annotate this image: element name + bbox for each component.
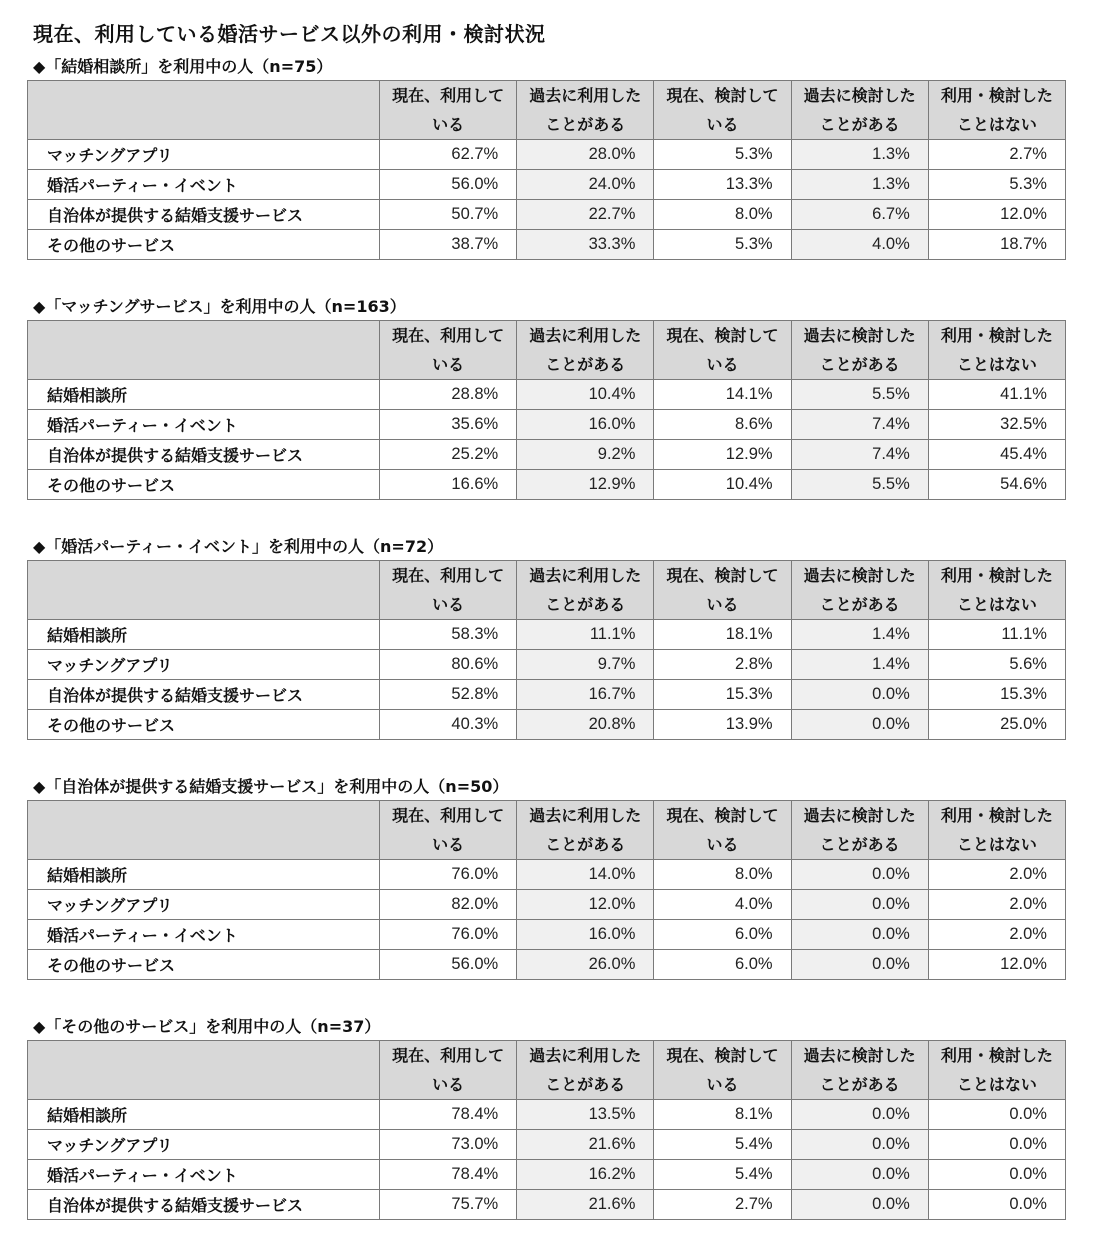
value-cell: 5.4% <box>654 1130 791 1160</box>
data-table <box>27 800 1066 980</box>
column-header-line: ことがある <box>545 835 626 854</box>
value-cell: 0.0% <box>928 1130 1065 1160</box>
table-header-row <box>28 81 1066 140</box>
column-header <box>380 1041 517 1100</box>
table-row <box>28 170 1066 200</box>
value-cell: 0.0% <box>791 860 928 890</box>
header-blank-cell <box>28 561 380 620</box>
column-header-line: いる <box>706 1075 739 1094</box>
column-header-line: いる <box>706 115 739 134</box>
value-cell: 6.0% <box>654 920 791 950</box>
column-header-line: 利用・検討した <box>940 806 1053 825</box>
column-header-line: いる <box>432 835 465 854</box>
value-cell: 16.2% <box>517 1160 654 1190</box>
row-label: 結婚相談所 <box>28 380 380 410</box>
value-cell: 16.7% <box>517 680 654 710</box>
column-header <box>928 1041 1065 1100</box>
column-header <box>380 321 517 380</box>
table-header-row <box>28 561 1066 620</box>
value-cell: 10.4% <box>517 380 654 410</box>
column-header-line: 現在、利用して <box>392 326 505 345</box>
table-row <box>28 710 1066 740</box>
column-header-line: 過去に利用した <box>529 86 642 105</box>
column-header <box>791 81 928 140</box>
value-cell: 54.6% <box>928 470 1065 500</box>
header-blank-cell <box>28 801 380 860</box>
table-header-row <box>28 1041 1066 1100</box>
value-cell: 1.3% <box>791 170 928 200</box>
table-row <box>28 950 1066 980</box>
value-cell: 14.0% <box>517 860 654 890</box>
column-header-line: いる <box>432 1075 465 1094</box>
value-cell: 5.3% <box>654 230 791 260</box>
value-cell: 11.1% <box>928 620 1065 650</box>
value-cell: 10.4% <box>654 470 791 500</box>
section-heading: ◆「その他のサービス」を利用中の人（n=37） <box>33 1017 381 1036</box>
table-row <box>28 230 1066 260</box>
value-cell: 12.0% <box>517 890 654 920</box>
value-cell: 6.7% <box>791 200 928 230</box>
value-cell: 1.3% <box>791 140 928 170</box>
column-header <box>928 801 1065 860</box>
data-table <box>27 320 1066 500</box>
table-row <box>28 650 1066 680</box>
column-header-line: 過去に利用した <box>529 1046 642 1065</box>
column-header-line: ことがある <box>819 835 900 854</box>
value-cell: 5.5% <box>791 380 928 410</box>
survey-section-2 <box>27 295 1065 500</box>
row-label: その他のサービス <box>28 230 380 260</box>
column-header-line: いる <box>706 595 739 614</box>
row-label: 自治体が提供する結婚支援サービス <box>28 680 380 710</box>
row-label: マッチングアプリ <box>28 650 380 680</box>
value-cell: 16.6% <box>380 470 517 500</box>
value-cell: 0.0% <box>791 1190 928 1220</box>
column-header <box>654 1041 791 1100</box>
value-cell: 8.1% <box>654 1100 791 1130</box>
value-cell: 5.4% <box>654 1160 791 1190</box>
value-cell: 82.0% <box>380 890 517 920</box>
column-header-line: 現在、利用して <box>392 86 505 105</box>
value-cell: 62.7% <box>380 140 517 170</box>
value-cell: 58.3% <box>380 620 517 650</box>
value-cell: 13.3% <box>654 170 791 200</box>
survey-section-5 <box>27 1015 1065 1220</box>
table-row <box>28 680 1066 710</box>
column-header-line: 現在、検討して <box>666 566 779 585</box>
value-cell: 33.3% <box>517 230 654 260</box>
value-cell: 52.8% <box>380 680 517 710</box>
row-label: その他のサービス <box>28 710 380 740</box>
value-cell: 0.0% <box>791 1100 928 1130</box>
value-cell: 18.1% <box>654 620 791 650</box>
column-header <box>380 561 517 620</box>
value-cell: 0.0% <box>791 950 928 980</box>
value-cell: 80.6% <box>380 650 517 680</box>
column-header-line: 現在、利用して <box>392 1046 505 1065</box>
value-cell: 14.1% <box>654 380 791 410</box>
value-cell: 4.0% <box>654 890 791 920</box>
column-header-line: ことはない <box>956 1075 1037 1094</box>
column-header-line: ことはない <box>956 355 1037 374</box>
column-header-line: 現在、検討して <box>666 806 779 825</box>
column-header <box>517 801 654 860</box>
column-header-line: 利用・検討した <box>940 1046 1053 1065</box>
value-cell: 28.8% <box>380 380 517 410</box>
value-cell: 12.9% <box>654 440 791 470</box>
value-cell: 20.8% <box>517 710 654 740</box>
table-row <box>28 380 1066 410</box>
column-header-line: 利用・検討した <box>940 326 1053 345</box>
row-label: マッチングアプリ <box>28 890 380 920</box>
value-cell: 2.0% <box>928 920 1065 950</box>
value-cell: 12.0% <box>928 950 1065 980</box>
column-header-line: ことがある <box>819 1075 900 1094</box>
table-row <box>28 860 1066 890</box>
row-label: その他のサービス <box>28 950 380 980</box>
row-label: その他のサービス <box>28 470 380 500</box>
column-header <box>791 561 928 620</box>
table-row <box>28 1100 1066 1130</box>
section-heading: ◆「マッチングサービス」を利用中の人（n=163） <box>33 297 406 316</box>
value-cell: 0.0% <box>928 1100 1065 1130</box>
column-header-line: 現在、利用して <box>392 566 505 585</box>
row-label: 自治体が提供する結婚支援サービス <box>28 440 380 470</box>
value-cell: 26.0% <box>517 950 654 980</box>
table-row <box>28 1190 1066 1220</box>
table-row <box>28 1160 1066 1190</box>
header-blank-cell <box>28 81 380 140</box>
value-cell: 5.3% <box>928 170 1065 200</box>
value-cell: 38.7% <box>380 230 517 260</box>
value-cell: 11.1% <box>517 620 654 650</box>
value-cell: 2.0% <box>928 860 1065 890</box>
column-header <box>654 801 791 860</box>
column-header <box>517 321 654 380</box>
value-cell: 41.1% <box>928 380 1065 410</box>
value-cell: 75.7% <box>380 1190 517 1220</box>
value-cell: 9.2% <box>517 440 654 470</box>
column-header-line: 利用・検討した <box>940 86 1053 105</box>
data-table <box>27 1040 1066 1220</box>
column-header-line: いる <box>432 115 465 134</box>
value-cell: 45.4% <box>928 440 1065 470</box>
row-label: 婚活パーティー・イベント <box>28 410 380 440</box>
column-header-line: いる <box>706 835 739 854</box>
column-header <box>928 81 1065 140</box>
value-cell: 15.3% <box>928 680 1065 710</box>
header-blank-cell <box>28 1041 380 1100</box>
column-header <box>380 81 517 140</box>
value-cell: 2.0% <box>928 890 1065 920</box>
value-cell: 13.5% <box>517 1100 654 1130</box>
column-header-line: 過去に利用した <box>529 566 642 585</box>
column-header-line: ことがある <box>545 115 626 134</box>
value-cell: 8.0% <box>654 200 791 230</box>
value-cell: 25.2% <box>380 440 517 470</box>
table-row <box>28 620 1066 650</box>
value-cell: 73.0% <box>380 1130 517 1160</box>
column-header-line: ことはない <box>956 835 1037 854</box>
column-header-line: 過去に検討した <box>803 566 916 585</box>
value-cell: 0.0% <box>791 1130 928 1160</box>
column-header-line: ことはない <box>956 595 1037 614</box>
value-cell: 21.6% <box>517 1130 654 1160</box>
value-cell: 28.0% <box>517 140 654 170</box>
row-label: マッチングアプリ <box>28 1130 380 1160</box>
column-header-line: いる <box>706 355 739 374</box>
value-cell: 2.8% <box>654 650 791 680</box>
value-cell: 15.3% <box>654 680 791 710</box>
value-cell: 1.4% <box>791 620 928 650</box>
row-label: 婚活パーティー・イベント <box>28 920 380 950</box>
column-header-line: いる <box>432 595 465 614</box>
section-heading: ◆「自治体が提供する結婚支援サービス」を利用中の人（n=50） <box>33 777 509 796</box>
value-cell: 0.0% <box>928 1190 1065 1220</box>
value-cell: 0.0% <box>791 680 928 710</box>
value-cell: 5.3% <box>654 140 791 170</box>
value-cell: 50.7% <box>380 200 517 230</box>
value-cell: 6.0% <box>654 950 791 980</box>
value-cell: 1.4% <box>791 650 928 680</box>
row-label: マッチングアプリ <box>28 140 380 170</box>
column-header <box>654 561 791 620</box>
value-cell: 7.4% <box>791 440 928 470</box>
value-cell: 4.0% <box>791 230 928 260</box>
column-header-line: ことがある <box>819 115 900 134</box>
value-cell: 13.9% <box>654 710 791 740</box>
column-header-line: ことがある <box>819 355 900 374</box>
value-cell: 32.5% <box>928 410 1065 440</box>
section-heading: ◆「婚活パーティー・イベント」を利用中の人（n=72） <box>33 537 444 556</box>
column-header-line: 過去に利用した <box>529 326 642 345</box>
table-header-row <box>28 801 1066 860</box>
value-cell: 16.0% <box>517 920 654 950</box>
row-label: 婚活パーティー・イベント <box>28 1160 380 1190</box>
value-cell: 0.0% <box>928 1160 1065 1190</box>
table-row <box>28 1130 1066 1160</box>
column-header <box>791 1041 928 1100</box>
column-header-line: 過去に利用した <box>529 806 642 825</box>
value-cell: 0.0% <box>791 1160 928 1190</box>
column-header-line: ことがある <box>545 355 626 374</box>
table-row <box>28 140 1066 170</box>
column-header <box>517 1041 654 1100</box>
column-header <box>928 321 1065 380</box>
column-header <box>791 801 928 860</box>
value-cell: 35.6% <box>380 410 517 440</box>
column-header-line: 利用・検討した <box>940 566 1053 585</box>
column-header-line: ことはない <box>956 115 1037 134</box>
column-header-line: 過去に検討した <box>803 1046 916 1065</box>
value-cell: 8.0% <box>654 860 791 890</box>
data-table <box>27 80 1066 260</box>
row-label: 自治体が提供する結婚支援サービス <box>28 1190 380 1220</box>
value-cell: 56.0% <box>380 950 517 980</box>
table-row <box>28 200 1066 230</box>
survey-section-1 <box>27 55 1065 260</box>
value-cell: 9.7% <box>517 650 654 680</box>
value-cell: 78.4% <box>380 1100 517 1130</box>
table-row <box>28 410 1066 440</box>
column-header-line: 現在、検討して <box>666 326 779 345</box>
table-row <box>28 890 1066 920</box>
column-header-line: 現在、検討して <box>666 86 779 105</box>
value-cell: 2.7% <box>654 1190 791 1220</box>
table-row <box>28 440 1066 470</box>
column-header <box>654 81 791 140</box>
value-cell: 5.5% <box>791 470 928 500</box>
row-label: 結婚相談所 <box>28 620 380 650</box>
column-header-line: ことがある <box>545 1075 626 1094</box>
column-header <box>380 801 517 860</box>
value-cell: 12.0% <box>928 200 1065 230</box>
column-header <box>791 321 928 380</box>
data-table <box>27 560 1066 740</box>
value-cell: 21.6% <box>517 1190 654 1220</box>
section-heading: ◆「結婚相談所」を利用中の人（n=75） <box>33 57 333 76</box>
row-label: 結婚相談所 <box>28 860 380 890</box>
value-cell: 22.7% <box>517 200 654 230</box>
table-header-row <box>28 321 1066 380</box>
row-label: 結婚相談所 <box>28 1100 380 1130</box>
column-header-line: 現在、利用して <box>392 806 505 825</box>
column-header-line: 過去に検討した <box>803 86 916 105</box>
page-title: 現在、利用している婚活サービス以外の利用・検討状況 <box>33 22 546 46</box>
value-cell: 76.0% <box>380 860 517 890</box>
survey-section-4 <box>27 775 1065 980</box>
table-row <box>28 470 1066 500</box>
value-cell: 0.0% <box>791 890 928 920</box>
row-label: 自治体が提供する結婚支援サービス <box>28 200 380 230</box>
table-row <box>28 920 1066 950</box>
column-header-line: ことがある <box>819 595 900 614</box>
column-header-line: ことがある <box>545 595 626 614</box>
column-header <box>517 561 654 620</box>
column-header-line: 過去に検討した <box>803 326 916 345</box>
column-header <box>654 321 791 380</box>
value-cell: 18.7% <box>928 230 1065 260</box>
column-header-line: 過去に検討した <box>803 806 916 825</box>
value-cell: 0.0% <box>791 920 928 950</box>
value-cell: 8.6% <box>654 410 791 440</box>
column-header <box>928 561 1065 620</box>
value-cell: 7.4% <box>791 410 928 440</box>
value-cell: 16.0% <box>517 410 654 440</box>
header-blank-cell <box>28 321 380 380</box>
value-cell: 5.6% <box>928 650 1065 680</box>
value-cell: 0.0% <box>791 710 928 740</box>
value-cell: 2.7% <box>928 140 1065 170</box>
column-header-line: いる <box>432 355 465 374</box>
value-cell: 76.0% <box>380 920 517 950</box>
row-label: 婚活パーティー・イベント <box>28 170 380 200</box>
value-cell: 40.3% <box>380 710 517 740</box>
column-header <box>517 81 654 140</box>
value-cell: 12.9% <box>517 470 654 500</box>
column-header-line: 現在、検討して <box>666 1046 779 1065</box>
value-cell: 78.4% <box>380 1160 517 1190</box>
value-cell: 56.0% <box>380 170 517 200</box>
survey-section-3 <box>27 535 1065 740</box>
value-cell: 25.0% <box>928 710 1065 740</box>
value-cell: 24.0% <box>517 170 654 200</box>
